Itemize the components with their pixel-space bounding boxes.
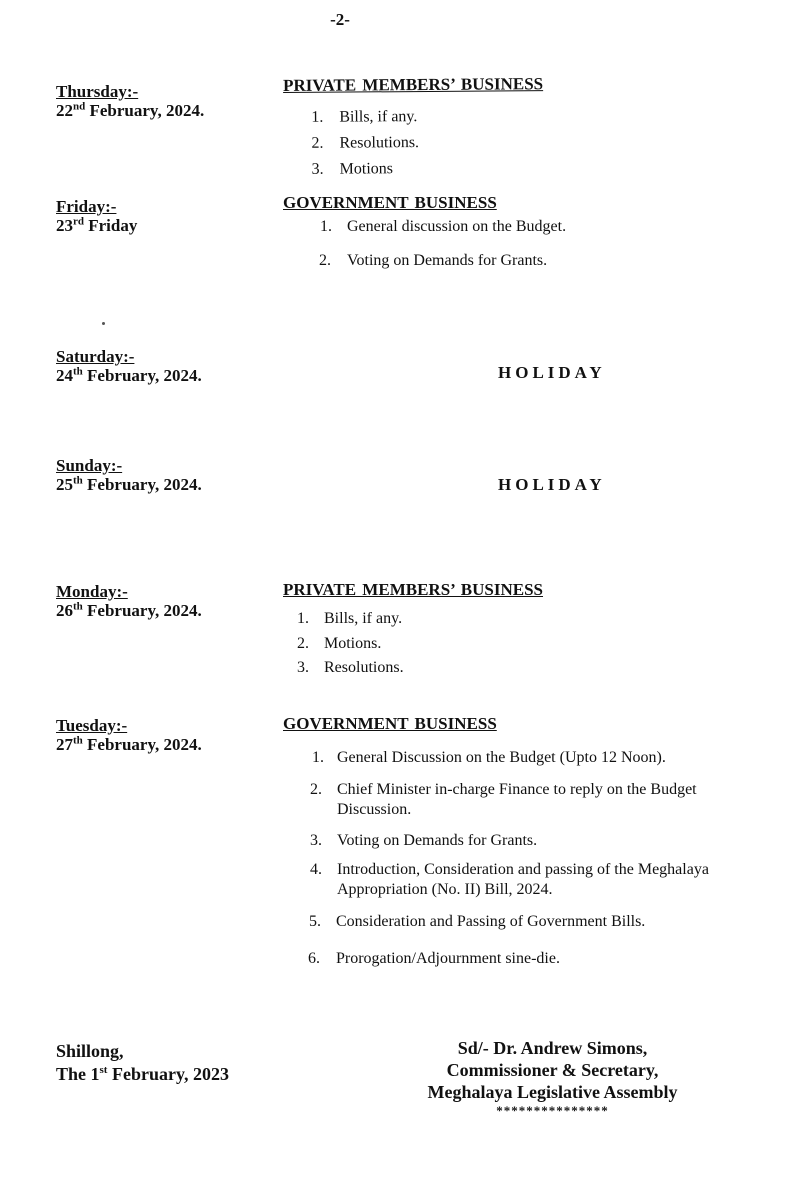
- item-list: [283, 610, 543, 683]
- day-name: Monday:-: [56, 582, 128, 601]
- signature-block: [400, 1037, 705, 1118]
- day-name: Sunday:-: [56, 456, 123, 475]
- list-item: 2. Motions.: [297, 635, 382, 652]
- day-date: 24th February, 2024.: [56, 365, 202, 385]
- place-and-date: [56, 1040, 229, 1086]
- list-item: 1. General discussion on the Budget.: [320, 218, 567, 235]
- list-item: 6. Prorogation/Adjournment sine-die.: [308, 950, 560, 967]
- place: Shillong,: [56, 1041, 124, 1061]
- list-item: 1. General Discussion on the Budget (Upto 12 Noon).: [312, 749, 666, 766]
- item-list: [283, 218, 566, 278]
- signatory: Sd/- Dr. Andrew Simons,: [457, 1038, 648, 1058]
- day-name: Saturday:-: [56, 347, 135, 366]
- business-friday: [283, 193, 566, 278]
- business-heading: GOVERNMENT BUSINESS: [283, 714, 497, 733]
- stars-divider: ***************: [496, 1103, 609, 1118]
- list-item: 2. Chief Minister in-charge Finance to reply on the Budget Discussion.: [310, 781, 697, 818]
- business-heading: PRIVATE MEMBERS’ BUSINESS: [283, 580, 544, 599]
- day-name: Friday:-: [56, 197, 117, 216]
- business-thursday: [283, 74, 544, 187]
- day-date: 25th February, 2024.: [56, 474, 202, 494]
- day-sunday: [56, 456, 202, 494]
- day-name: Thursday:-: [56, 82, 139, 101]
- item-list: [283, 748, 753, 975]
- day-date: 26th February, 2024.: [56, 600, 202, 620]
- day-saturday: [56, 347, 202, 385]
- business-heading: GOVERNMENT BUSINESS: [283, 193, 497, 212]
- day-thursday: [56, 82, 204, 120]
- item-list: [283, 107, 544, 187]
- page-number: -2-: [330, 10, 350, 29]
- list-item: 2. Voting on Demands for Grants.: [319, 252, 548, 269]
- list-item: 4. Introduction, Consideration and passing of the Meghalaya Appropriation (No. II) Bill, 2024.: [310, 861, 709, 898]
- list-item: 1. Bills, if any.: [311, 108, 418, 126]
- organization: Meghalaya Legislative Assembly: [427, 1082, 678, 1102]
- list-item: 2. Resolutions.: [311, 134, 420, 152]
- business-tuesday: [283, 714, 753, 975]
- scan-speck: [102, 322, 105, 325]
- list-item: 5. Consideration and Passing of Government Bills.: [309, 913, 646, 930]
- day-friday: [56, 197, 137, 235]
- issue-date: The 1st February, 2023: [56, 1064, 229, 1084]
- list-item: 3. Motions: [311, 160, 394, 178]
- day-name: Tuesday:-: [56, 716, 128, 735]
- holiday-label: HOLIDAY: [498, 363, 606, 382]
- list-item: 1. Bills, if any.: [297, 610, 403, 627]
- business-monday: [283, 580, 543, 683]
- day-tuesday: [56, 716, 202, 754]
- list-item: 3. Voting on Demands for Grants.: [310, 832, 538, 849]
- business-heading: PRIVATE MEMBERS’ BUSINESS: [283, 74, 544, 95]
- day-date: 27th February, 2024.: [56, 734, 202, 754]
- list-item: 3. Resolutions.: [297, 659, 404, 676]
- day-monday: [56, 582, 202, 620]
- holiday-label: HOLIDAY: [498, 475, 606, 494]
- designation: Commissioner & Secretary,: [446, 1060, 659, 1080]
- day-date: 22nd February, 2024.: [56, 100, 205, 120]
- day-date: 23rd Friday: [56, 215, 138, 235]
